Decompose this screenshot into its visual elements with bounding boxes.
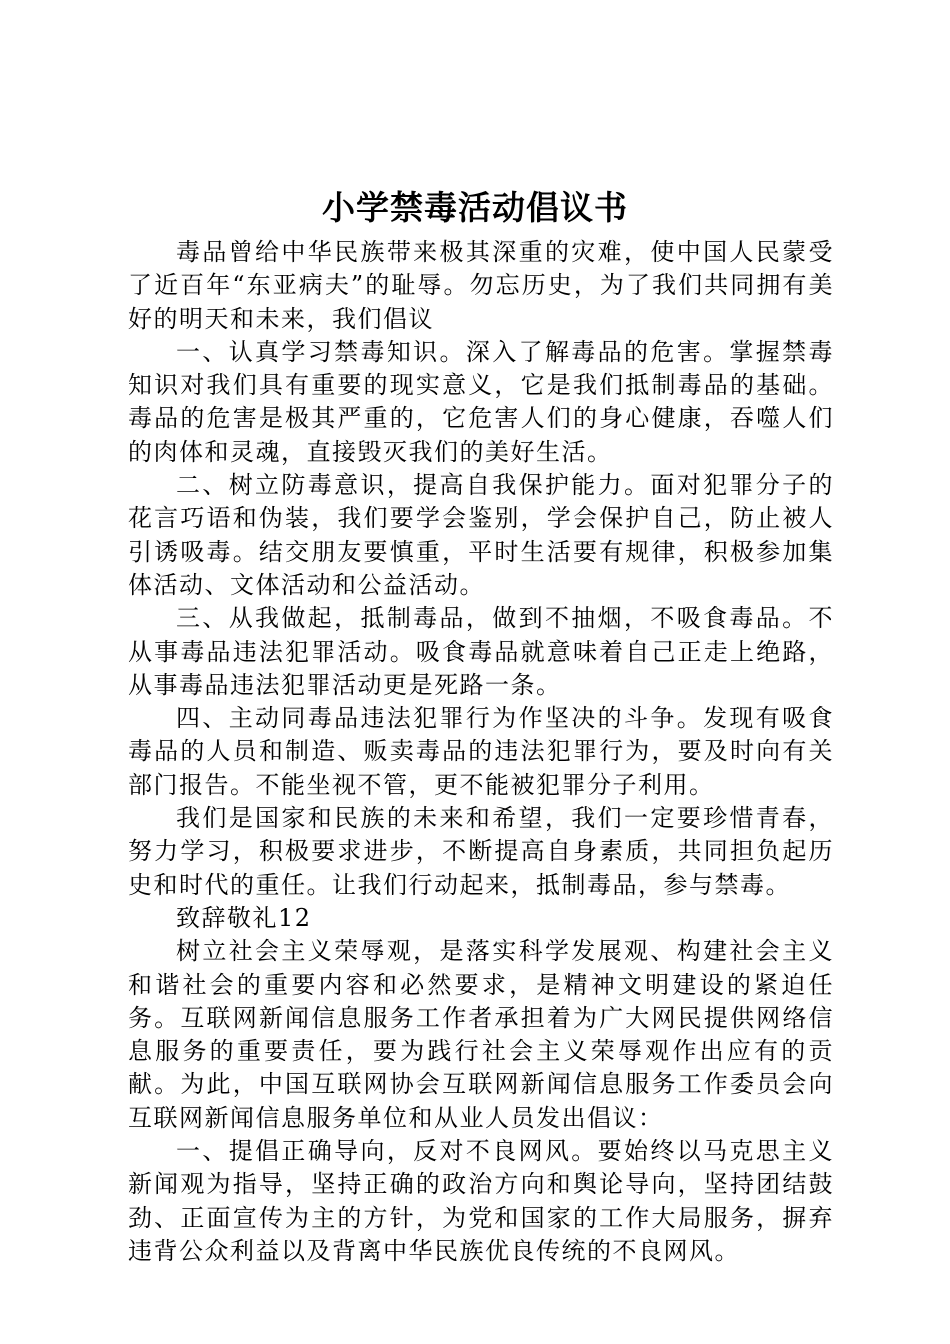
- proposal-one-paragraph: 一、认真学习禁毒知识。深入了解毒品的危害。掌握禁毒知识对我们具有重要的现实意义，它是我们抵制毒品的基础。毒品的危害是极其严重的，它危害人们的身心健康，吞噬人们的肉体和灵魂，直接毁灭我们的美好生活。: [128, 337, 834, 466]
- proposal-two-paragraph: 二、树立防毒意识，提高自我保护能力。面对犯罪分子的花言巧语和伪装，我们要学会鉴别，学会保护自己，防止被人引诱吸毒。结交朋友要慎重，平时生活要有规律，积极参加集体活动、文体活动和公益活动。: [128, 471, 834, 599]
- closing-paragraph: 我们是国家和民族的未来和希望，我们一定要珍惜青春，努力学习，积极要求进步，不断提高自身素质，共同担负起历史和时代的重任。让我们行动起来，抵制毒品，参与禁毒。: [128, 804, 834, 899]
- proposal-three-paragraph: 三、从我做起，抵制毒品，做到不抽烟，不吸食毒品。不从事毒品违法犯罪活动。吸食毒品就意味着自己正走上绝路，从事毒品违法犯罪活动更是死路一条。: [128, 604, 834, 699]
- internet-intro-paragraph: 树立社会主义荣辱观，是落实科学发展观、构建社会主义和谐社会的重要内容和必然要求，是精神文明建设的紧迫任务。互联网新闻信息服务工作者承担着为广大网民提供网络信息服务的重要责任，要为践行社会主义荣辱观作出应有的贡献。为此，中国互联网协会互联网新闻信息服务工作委员会向互联网新闻信息服务单位和从业人员发出倡议：: [128, 937, 834, 1132]
- document-body: [128, 236, 834, 1268]
- proposal-four-paragraph: 四、主动同毒品违法犯罪行为作坚决的斗争。发现有吸食毒品的人员和制造、贩卖毒品的违法犯罪行为，要及时向有关部门报告。不能坐视不管，更不能被犯罪分子利用。: [128, 704, 834, 799]
- intro-paragraph: 毒品曾给中华民族带来极其深重的灾难，使中国人民蒙受了近百年“东亚病夫”的耻辱。勿忘历史，为了我们共同拥有美好的明天和未来，我们倡议: [128, 238, 834, 333]
- document-title: 小学禁毒活动倡议书: [322, 188, 628, 227]
- salutation-line: 致辞敬礼12: [176, 903, 312, 932]
- internet-proposal-one-paragraph: 一、提倡正确导向，反对不良网风。要始终以马克思主义新闻观为指导，坚持正确的政治方向和舆论导向，坚持团结鼓劲、正面宣传为主的方针，为党和国家的工作大局服务，摒弃违背公众利益以及背离中华民族优良传统的不良网风。: [128, 1137, 834, 1265]
